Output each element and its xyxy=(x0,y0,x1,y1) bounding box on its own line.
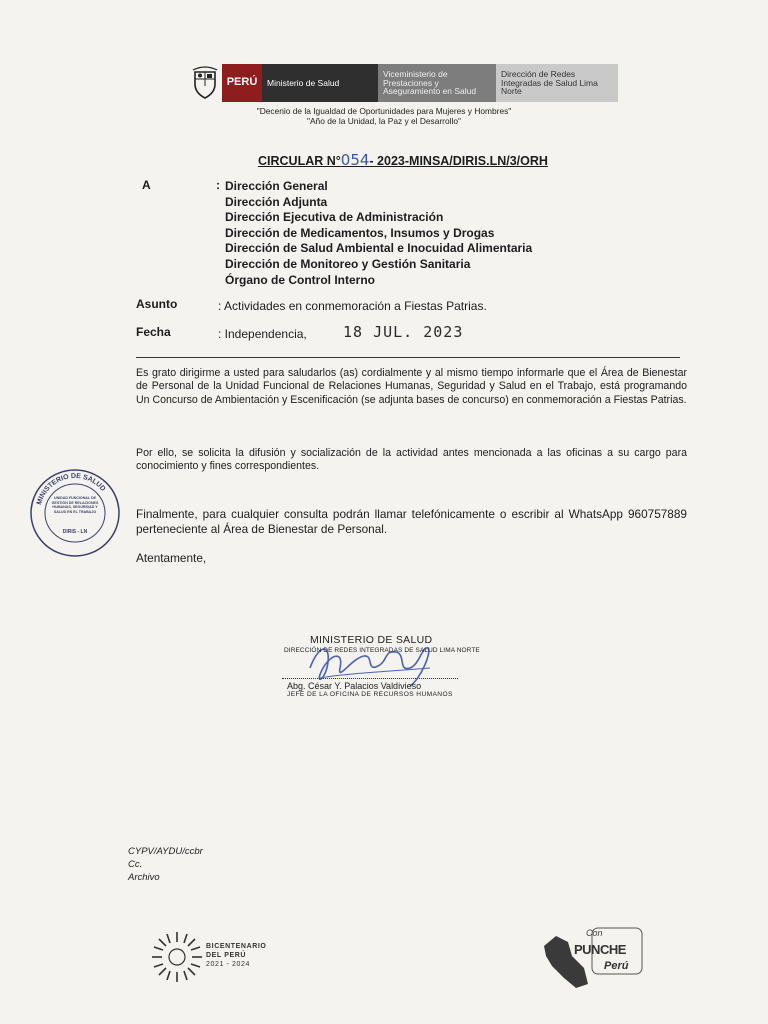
circular-suffix: - 2023-MINSA/DIRIS.LN/3/ORH xyxy=(369,154,548,168)
signer-title: JEFE DE LA OFICINA DE RECURSOS HUMANOS xyxy=(287,691,453,698)
recipient-item: Dirección Adjunta xyxy=(225,194,328,209)
date-place-text: Independencia, xyxy=(224,327,307,341)
bicentenario-emblem-icon xyxy=(148,928,206,986)
slogans xyxy=(0,106,768,126)
direction-label: Dirección de Redes Integradas de Salud Lima Norte xyxy=(496,64,618,102)
circular-number: 054 xyxy=(340,151,370,169)
date-place: : Independencia, xyxy=(218,327,307,341)
to-label: A xyxy=(142,178,151,192)
slogan-decade: "Decenio de la Igualdad de Oportunidades para Mujeres y Hombres" xyxy=(256,106,512,116)
recipient-item: Dirección de Monitoreo y Gestión Sanitaria xyxy=(225,256,471,271)
bicentenario-line3: 2021 - 2024 xyxy=(206,961,250,968)
department-stamp xyxy=(28,466,122,560)
puche-main: PUNCHE xyxy=(574,942,626,957)
recipient-item: Dirección de Medicamentos, Insumos y Drogas xyxy=(225,225,495,240)
divider xyxy=(136,357,680,358)
con-punche-peru-logo xyxy=(538,922,646,994)
slogan-year: "Año de la Unidad, la Paz y el Desarrollo" xyxy=(307,116,461,126)
body-paragraph-2: Por ello, se solicita la difusión y socialización de la actividad antes mencionada a las oficinas a su cargo para conocimiento y fines correspondientes. xyxy=(136,447,687,473)
circular-prefix: CIRCULAR N° xyxy=(258,154,341,168)
bicentenario-line1: BICENTENARIO xyxy=(206,943,267,950)
ministry-label: Ministerio de Salud xyxy=(262,64,378,102)
archive-label: Archivo xyxy=(128,872,160,883)
date-stamp: 18 JUL. 2023 xyxy=(343,323,464,341)
stamp-center-text: UNIDAD FUNCIONAL DE GESTIÓN DE RELACIONES HUMANAS, SEGURIDAD Y SALUD EN EL TRABAJO xyxy=(51,496,99,514)
recipient-item: Órgano de Control Interno xyxy=(225,272,375,287)
initials: CYPV/AYDU/ccbr xyxy=(128,846,203,857)
subject-label: Asunto xyxy=(136,297,178,311)
peru-label: PERÚ xyxy=(222,64,262,102)
to-colon: : xyxy=(216,178,220,192)
closing: Atentamente, xyxy=(136,551,207,565)
recipient-item: Dirección de Salud Ambiental e Inocuidad Alimentaria xyxy=(225,241,533,256)
subject-text: Actividades en conmemoración a Fiestas Patrias. xyxy=(224,299,487,313)
recipient-list xyxy=(225,179,532,288)
recipient-item: Dirección General xyxy=(225,179,328,193)
stamp-bottom-text: DIRIS - LN xyxy=(62,529,88,535)
signature-ministry: MINISTERIO DE SALUD xyxy=(310,634,433,646)
body-paragraph-3: Finalmente, para cualquier consulta podrán llamar telefónicamente o escribir al WhatsApp 960757889 perteneciente al Área de Bienestar de Personal. xyxy=(136,507,687,536)
cc-label: Cc. xyxy=(128,859,143,870)
bicentenario-line2: DEL PERÚ xyxy=(206,952,247,959)
circular-heading xyxy=(258,151,548,169)
recipient-item: Dirección Ejecutiva de Administración xyxy=(225,210,444,225)
signature-direction: DIRECCIÓN DE REDES INTEGRADAS DE SALUD LIMA NORTE xyxy=(284,647,480,654)
bicentenario-text xyxy=(206,942,266,969)
puche-peru: Perú xyxy=(604,960,629,972)
signature-line xyxy=(282,678,458,679)
vice-ministry-label: Viceministerio de Prestaciones y Aseguramiento en Salud xyxy=(378,64,496,102)
puche-con: Con xyxy=(586,928,603,938)
institutional-logo-strip xyxy=(188,64,618,102)
footer-references xyxy=(128,845,203,884)
date-label: Fecha xyxy=(136,325,171,339)
body-paragraph-1: Es grato dirigirme a usted para saludarlos (as) cordialmente y al mismo tiempo informarle que el Área de Bienestar de Personal de la Unidad Funcional de Relaciones Humanas, Seguridad y Salud en el Trabajo, está programando Un Concurso de Ambientación y Escenificación (se adjunta bases de concurso) en conmemoración a Fiestas Patrias. xyxy=(136,367,687,406)
subject-value: : Actividades en conmemoración a Fiestas Patrias. xyxy=(218,299,487,313)
stamp-ring-text: MINISTERIO DE SALUD xyxy=(36,472,107,506)
peru-shield-icon xyxy=(188,64,222,102)
signer-name: Abg. César Y. Palacios Valdivieso xyxy=(287,681,422,691)
